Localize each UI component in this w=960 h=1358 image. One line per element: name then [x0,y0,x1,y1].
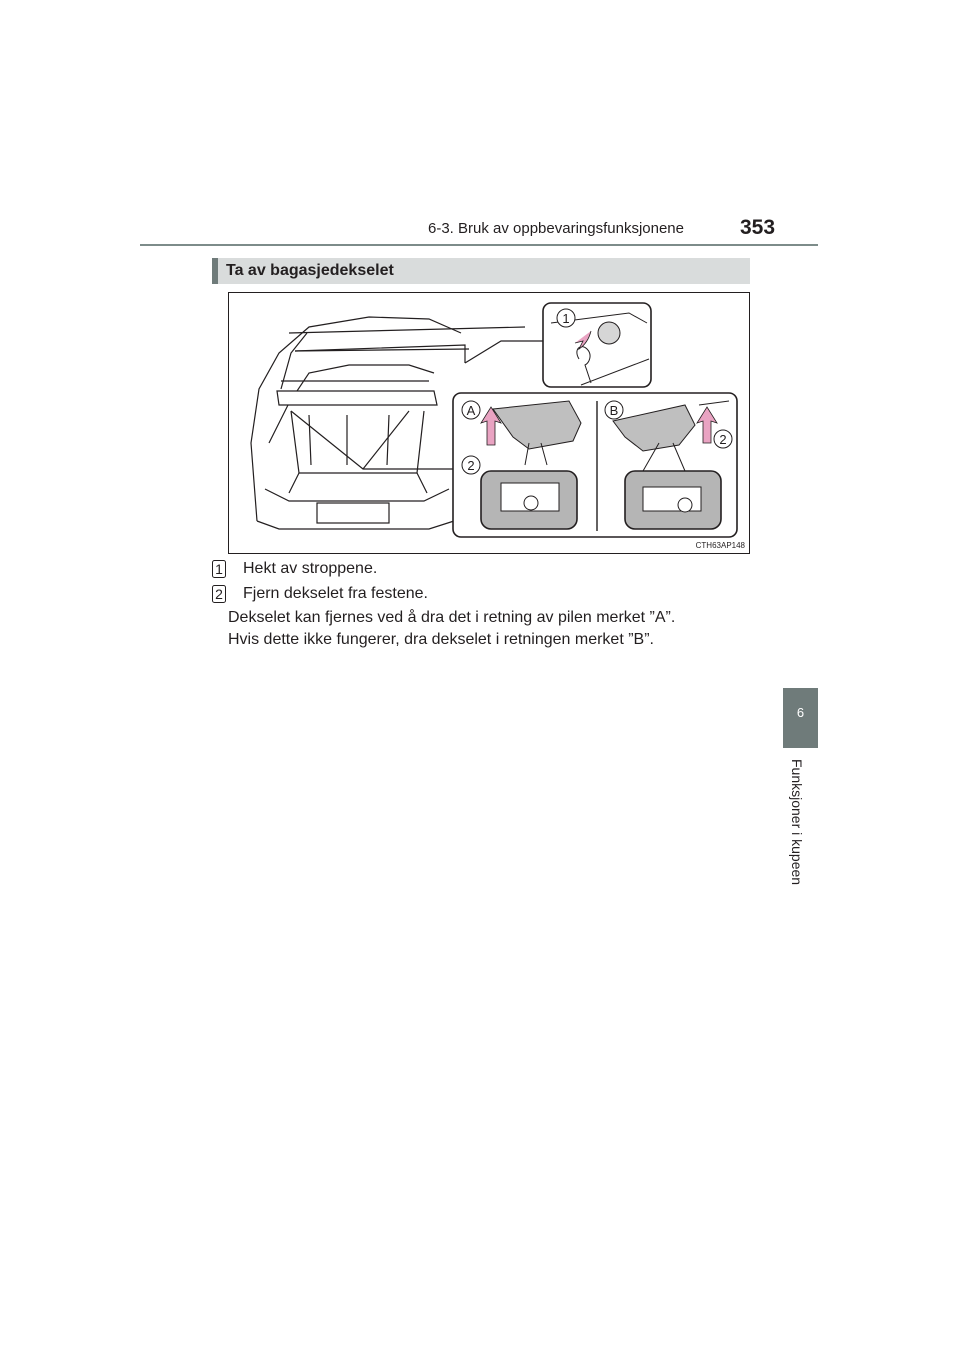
illustration-figure [228,292,750,554]
note-line-1: Dekselet kan fjernes ved å dra det i retning av pilen merket ”A”. [228,609,676,626]
step-number-badge [212,585,226,603]
chapter-tab [783,688,818,748]
callout-1-text: 1 [562,311,570,326]
header-section-title: 6-3. Bruk av oppbevaringsfunksjonene [428,220,684,237]
callout-a-text: A [466,403,476,418]
step-number: 2 [215,586,223,602]
chapter-number: 6 [796,705,805,720]
callout-2b-text: 2 [719,432,727,447]
step-text: Fjern dekselet fra festene. [243,585,428,602]
section-heading-text: Ta av bagasjedekselet [226,262,394,279]
cargo-cover-illustration [229,293,750,554]
heading-accent-bar [212,258,218,284]
chapter-label: Funksjoner i kupeen [789,759,805,886]
step-text: Hekt av stroppene. [243,560,378,577]
callout-b-text: B [609,403,619,418]
callout-2a-text: 2 [467,458,475,473]
figure-code: CTH63AP148 [695,541,745,550]
step-number-badge [212,560,226,578]
page-number: 353 [740,216,776,239]
header-divider [140,244,818,246]
chapter-label-wrap [785,760,809,890]
note-line-2: Hvis dette ikke fungerer, dra dekselet i retningen merket ”B”. [228,631,654,648]
section-heading [212,258,750,284]
step-number: 1 [215,561,223,577]
